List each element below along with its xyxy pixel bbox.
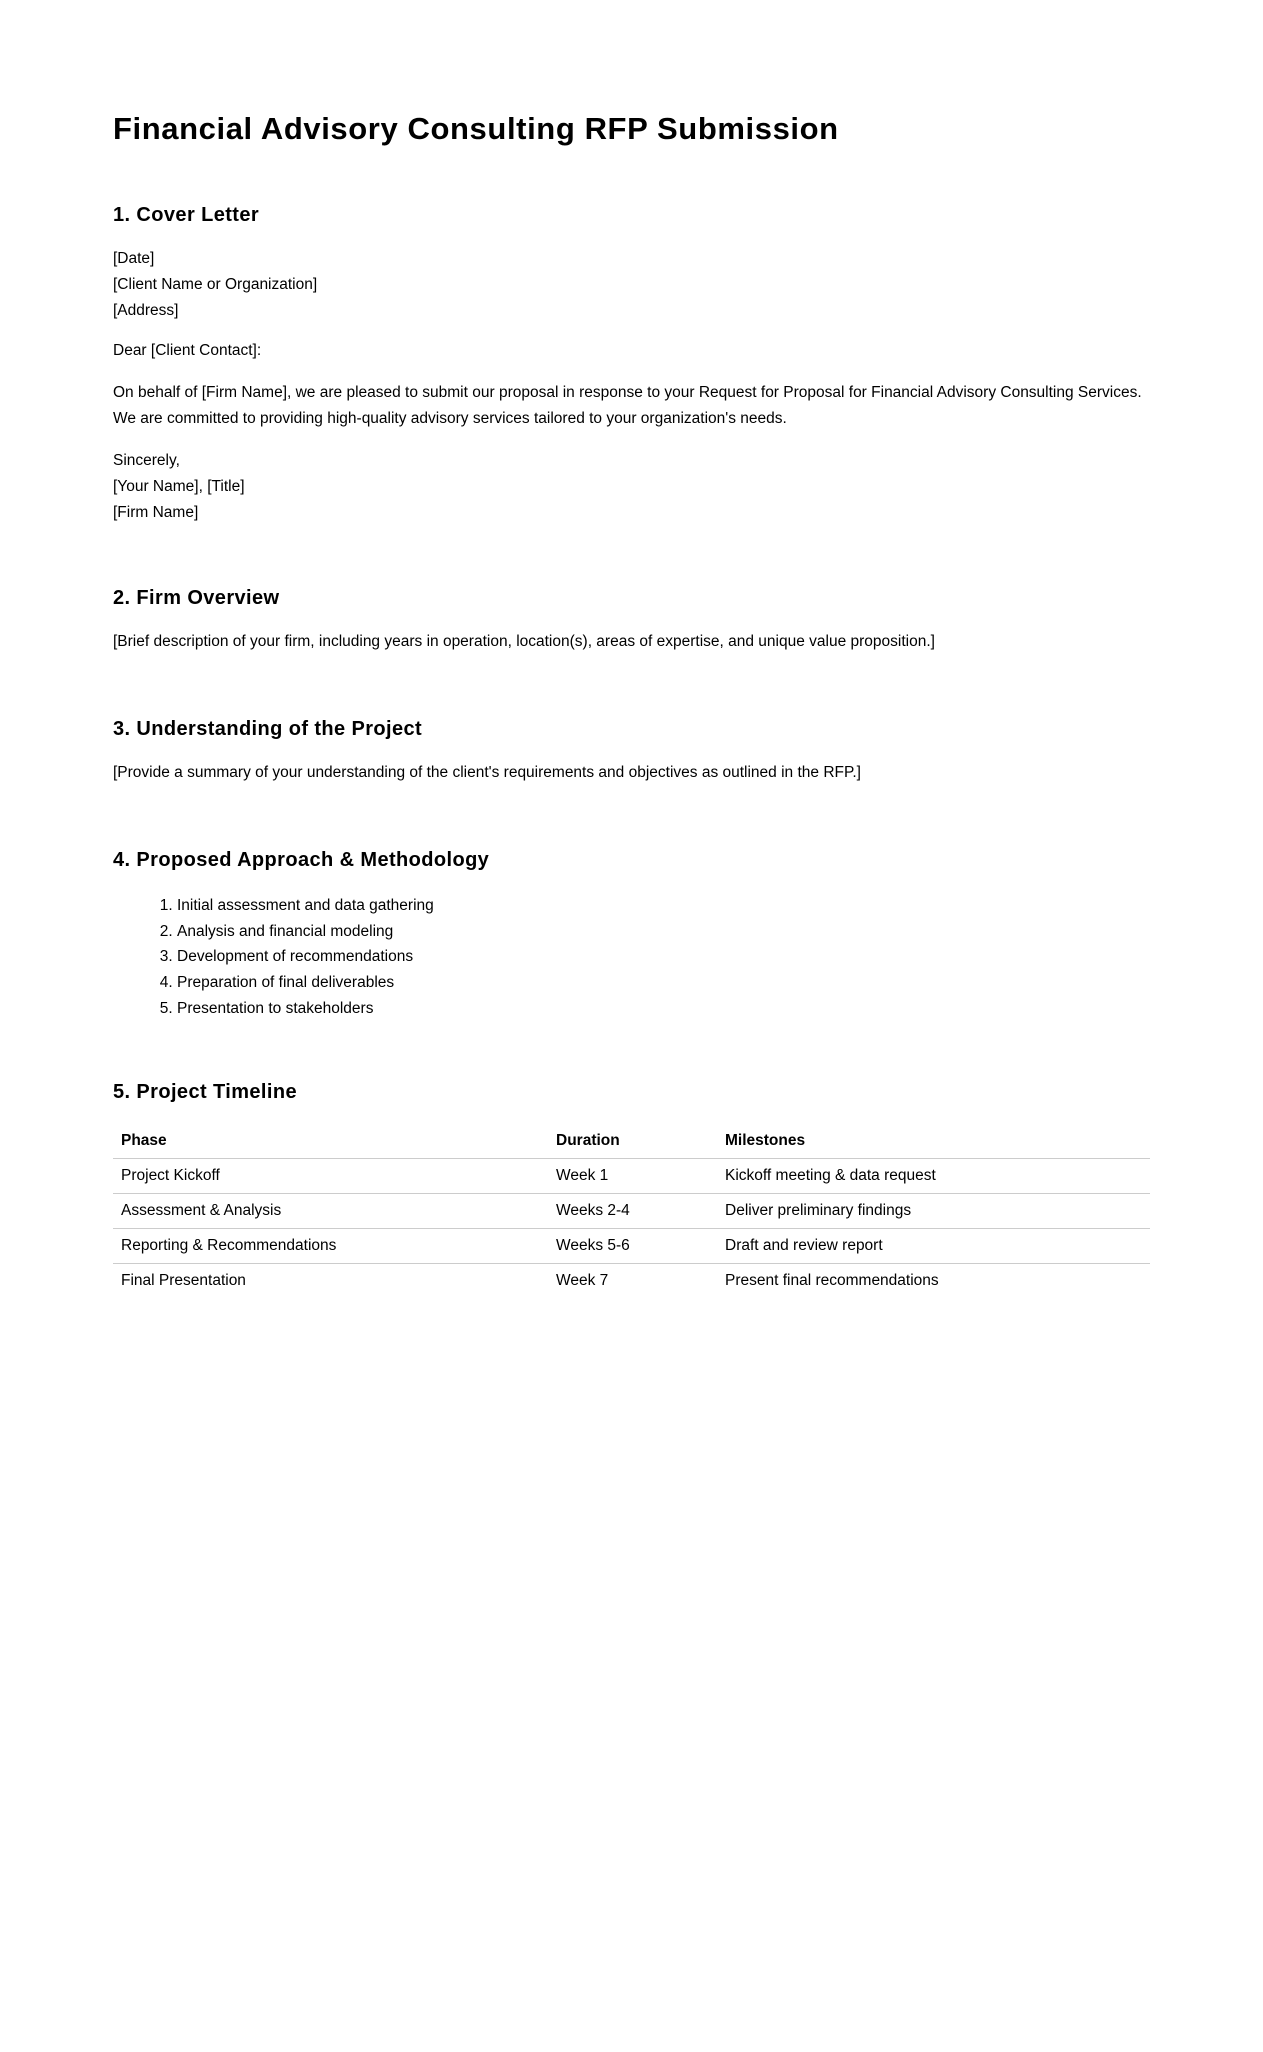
- section-heading-firm-overview: 2. Firm Overview: [113, 587, 280, 609]
- approach-step: 1. Initial assessment and data gathering: [177, 893, 434, 919]
- table-row: [113, 1229, 1150, 1264]
- signer-firm-line: [Firm Name]: [113, 504, 199, 521]
- approach-step: 3. Development of recommendations: [177, 944, 434, 970]
- column-header-duration: Duration: [556, 1132, 620, 1149]
- table-row: [113, 1264, 1150, 1299]
- milestone-cell: Present final recommendations: [725, 1272, 939, 1289]
- document-title: Financial Advisory Consulting RFP Submission: [113, 111, 839, 146]
- client-name-line: [Client Name or Organization]: [113, 276, 318, 293]
- section-heading-cover-letter: 1. Cover Letter: [113, 204, 260, 226]
- milestone-cell: Draft and review report: [725, 1237, 883, 1254]
- duration-cell: Week 7: [556, 1272, 609, 1289]
- section-heading-approach: 4. Proposed Approach & Methodology: [113, 849, 490, 871]
- phase-cell: Assessment & Analysis: [121, 1202, 282, 1219]
- section-heading-understanding: 3. Understanding of the Project: [113, 718, 423, 740]
- section-heading-timeline: 5. Project Timeline: [113, 1081, 297, 1103]
- recipient-address-block: [113, 246, 1150, 324]
- closing-line: Sincerely,: [113, 452, 180, 469]
- milestone-cell: Deliver preliminary findings: [725, 1202, 912, 1219]
- duration-cell: Week 1: [556, 1167, 609, 1184]
- address-line: [Address]: [113, 302, 179, 319]
- approach-step: 2. Analysis and financial modeling: [177, 919, 434, 945]
- phase-cell: Final Presentation: [121, 1272, 246, 1289]
- date-line: [Date]: [113, 250, 155, 267]
- duration-cell: Weeks 2-4: [556, 1202, 630, 1219]
- duration-cell: Weeks 5-6: [556, 1237, 630, 1254]
- phase-cell: Reporting & Recommendations: [121, 1237, 337, 1254]
- column-header-phase: Phase: [121, 1132, 167, 1149]
- table-header-row: [113, 1124, 1150, 1159]
- approach-step: 4. Preparation of final deliverables: [177, 970, 434, 996]
- timeline-table: [113, 1124, 1150, 1298]
- approach-steps-list: [113, 893, 434, 1022]
- column-header-milestones: Milestones: [725, 1132, 806, 1149]
- signature-block: [113, 448, 1150, 526]
- phase-cell: Project Kickoff: [121, 1167, 220, 1184]
- table-row: [113, 1194, 1150, 1229]
- table-row: [113, 1159, 1150, 1194]
- cover-letter-body: On behalf of [Firm Name], we are pleased to submit our proposal in response to your Request for Proposal for Financial Advisory Consulting Services. We are committed to providing high-quality advisory services tailored to your organization's needs.: [113, 384, 1142, 427]
- understanding-body: [Provide a summary of your understanding of the client's requirements and objectives as outlined in the RFP.]: [113, 764, 861, 781]
- milestone-cell: Kickoff meeting & data request: [725, 1167, 936, 1184]
- signer-name-line: [Your Name], [Title]: [113, 478, 245, 495]
- firm-overview-body: [Brief description of your firm, including years in operation, location(s), areas of expertise, and unique value proposition.]: [113, 633, 935, 650]
- salutation: Dear [Client Contact]:: [113, 342, 262, 359]
- approach-step: 5. Presentation to stakeholders: [177, 996, 434, 1022]
